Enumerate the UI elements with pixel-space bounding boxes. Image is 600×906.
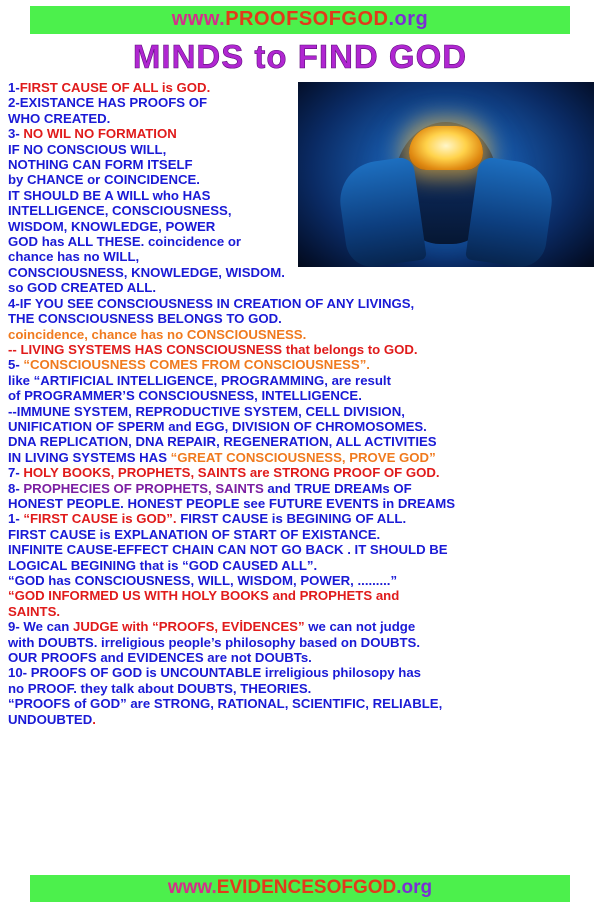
text-run: with DOUBTS. irreligious people’s philosophy based on DOUBTS. <box>8 634 421 650</box>
text-run: --IMMUNE SYSTEM, REPRODUCTIVE SYSTEM, CELL DIVISION, <box>8 403 405 419</box>
text-run: CONSCIOUSNESS, KNOWLEDGE, WISDOM. so GOD CREATED ALL. <box>8 264 285 296</box>
text-run: JUDGE with “PROOFS, EVİDENCES” <box>72 619 305 635</box>
text-run: “GOD has CONSCIOUSNESS, WILL, WISDOM, POWER, .........” <box>8 573 398 588</box>
text-line <box>8 696 594 711</box>
text-line <box>8 450 594 465</box>
text-line <box>8 558 594 573</box>
text-run: like “ARTIFICIAL INTELLIGENCE, PROGRAMMING, are result <box>8 372 391 388</box>
text-run: 3- <box>8 126 24 142</box>
text-line <box>8 357 594 372</box>
page-title: MINDS to FIND GOD <box>132 38 468 75</box>
brain-silhouette-image <box>298 82 594 267</box>
text-line <box>8 650 594 665</box>
top-url-banner <box>30 6 570 34</box>
text-run: FIRST CAUSE is BEGINING OF ALL. <box>176 511 407 527</box>
text-line <box>8 573 594 588</box>
text-run: 8- <box>8 480 24 496</box>
text-line <box>8 265 594 296</box>
text-line <box>8 481 594 496</box>
url-segment: .org <box>388 8 429 30</box>
text-run: 5- <box>8 357 24 373</box>
text-run: 1- <box>8 511 24 527</box>
text-run: FIRST CAUSE is EXPLANATION OF START OF EXISTANCE. <box>8 526 381 542</box>
text-run: THE CONSCIOUSNESS BELONGS TO GOD. <box>8 311 282 327</box>
text-line <box>8 712 594 727</box>
text-run: we can not judge <box>304 619 416 635</box>
text-run: “GOD INFORMED US WITH HOLY BOOKS and PROPHETS and <box>8 588 400 604</box>
text-run: IN LIVING SYSTEMS HAS <box>8 449 171 465</box>
text-run: INTELLIGENCE, CONSCIOUSNESS, WISDOM, KNOWLEDGE, POWER <box>8 203 232 234</box>
text-run: 7- <box>8 465 24 481</box>
text-line <box>8 311 594 326</box>
text-line <box>8 619 594 634</box>
text-run: LOGICAL BEGINING that is “GOD CAUSED ALL”. <box>8 557 318 573</box>
text-run: 10- PROOFS OF GOD is UNCOUNTABLE irreligious philosopy has <box>8 665 422 681</box>
text-line <box>8 296 594 311</box>
text-run: UNDOUBTED <box>8 711 93 727</box>
text-line <box>8 588 594 603</box>
poster-page <box>0 6 600 906</box>
text-run: GOD has ALL THESE. coincidence or chance has no WILL, <box>8 234 242 265</box>
text-line <box>8 404 594 419</box>
glowing-brain-icon <box>409 126 483 170</box>
text-line <box>8 419 594 434</box>
url-segment: www. <box>171 8 226 30</box>
text-run: by CHANCE or COINCIDENCE. <box>8 172 200 188</box>
text-line <box>8 327 594 342</box>
text-run: HOLY BOOKS, PROPHETS, SAINTS are STRONG PROOF OF GOD. <box>23 465 440 481</box>
text-line <box>8 527 594 542</box>
text-line <box>8 373 594 388</box>
top-url-text <box>30 8 570 31</box>
url-segment: .org <box>396 877 433 898</box>
text-run: “PROOFS of GOD” are STRONG, RATIONAL, SCIENTIFIC, RELIABLE, <box>8 696 443 712</box>
bottom-url-text <box>30 877 570 899</box>
text-run: coincidence, chance has no CONSCIOUSNESS. <box>8 326 307 342</box>
text-run: NO WIL NO FORMATION <box>23 126 177 142</box>
text-run: no PROOF. they talk about DOUBTS, THEORIES. <box>8 680 312 696</box>
text-line <box>8 511 594 526</box>
text-line <box>8 635 594 650</box>
url-segment: EVIDENCESOFGOD <box>216 877 397 898</box>
text-run: FIRST CAUSE OF ALL is GOD. <box>19 80 211 95</box>
text-run: . <box>92 711 96 727</box>
text-run: “GREAT CONSCIOUSNESS, PROVE GOD” <box>170 449 436 465</box>
text-line <box>8 681 594 696</box>
text-run: “FIRST CAUSE is GOD”. <box>23 511 177 527</box>
text-run: INFINITE CAUSE-EFFECT CHAIN CAN NOT GO BACK . IT SHOULD BE <box>8 542 448 558</box>
text-line <box>8 342 594 357</box>
text-run: -- LIVING SYSTEMS HAS CONSCIOUSNESS that belongs to GOD. <box>8 341 418 357</box>
text-line <box>8 465 594 480</box>
text-run: HONEST PEOPLE. HONEST PEOPLE see FUTURE EVENTS in DREAMS <box>8 495 455 511</box>
text-run: 9- We can <box>8 619 73 635</box>
bottom-url-banner <box>30 875 570 902</box>
text-run: WHO CREATED. <box>8 110 111 126</box>
url-segment: www. <box>167 877 217 898</box>
text-run: and TRUE DREAMs OF <box>263 480 412 496</box>
text-line <box>8 496 594 511</box>
text-run: “CONSCIOUSNESS COMES FROM CONSCIOUSNESS”. <box>23 357 370 373</box>
text-run: SAINTS. <box>8 603 61 619</box>
text-run: UNIFICATION OF SPERM and EGG, DIVISION OF CHROMOSOMES. <box>8 418 427 434</box>
text-line <box>8 434 594 449</box>
text-run: 4-IF YOU SEE CONSCIOUSNESS IN CREATION OF ANY LIVINGS, <box>8 295 415 311</box>
url-segment: PROOFSOFGOD <box>225 8 389 30</box>
text-line <box>8 542 594 557</box>
text-run: IF NO CONSCIOUS WILL, <box>8 141 167 157</box>
text-run: IT SHOULD BE A WILL who HAS <box>8 187 211 203</box>
text-line <box>8 388 594 403</box>
text-run: 2-EXISTANCE HAS PROOFS OF <box>8 95 208 111</box>
text-line <box>8 604 594 619</box>
text-run: NOTHING CAN FORM ITSELF <box>8 157 193 173</box>
text-run: of PROGRAMMER’S CONSCIOUSNESS, INTELLIGENCE. <box>8 388 362 404</box>
text-run: PROPHECIES OF PROPHETS, SAINTS <box>23 480 264 496</box>
text-run: OUR PROOFS and EVIDENCES are not DOUBTs. <box>8 650 312 666</box>
text-line <box>8 665 594 680</box>
text-run: 1- <box>8 80 20 95</box>
text-run: DNA REPLICATION, DNA REPAIR, REGENERATION, ALL ACTIVITIES <box>8 434 437 450</box>
